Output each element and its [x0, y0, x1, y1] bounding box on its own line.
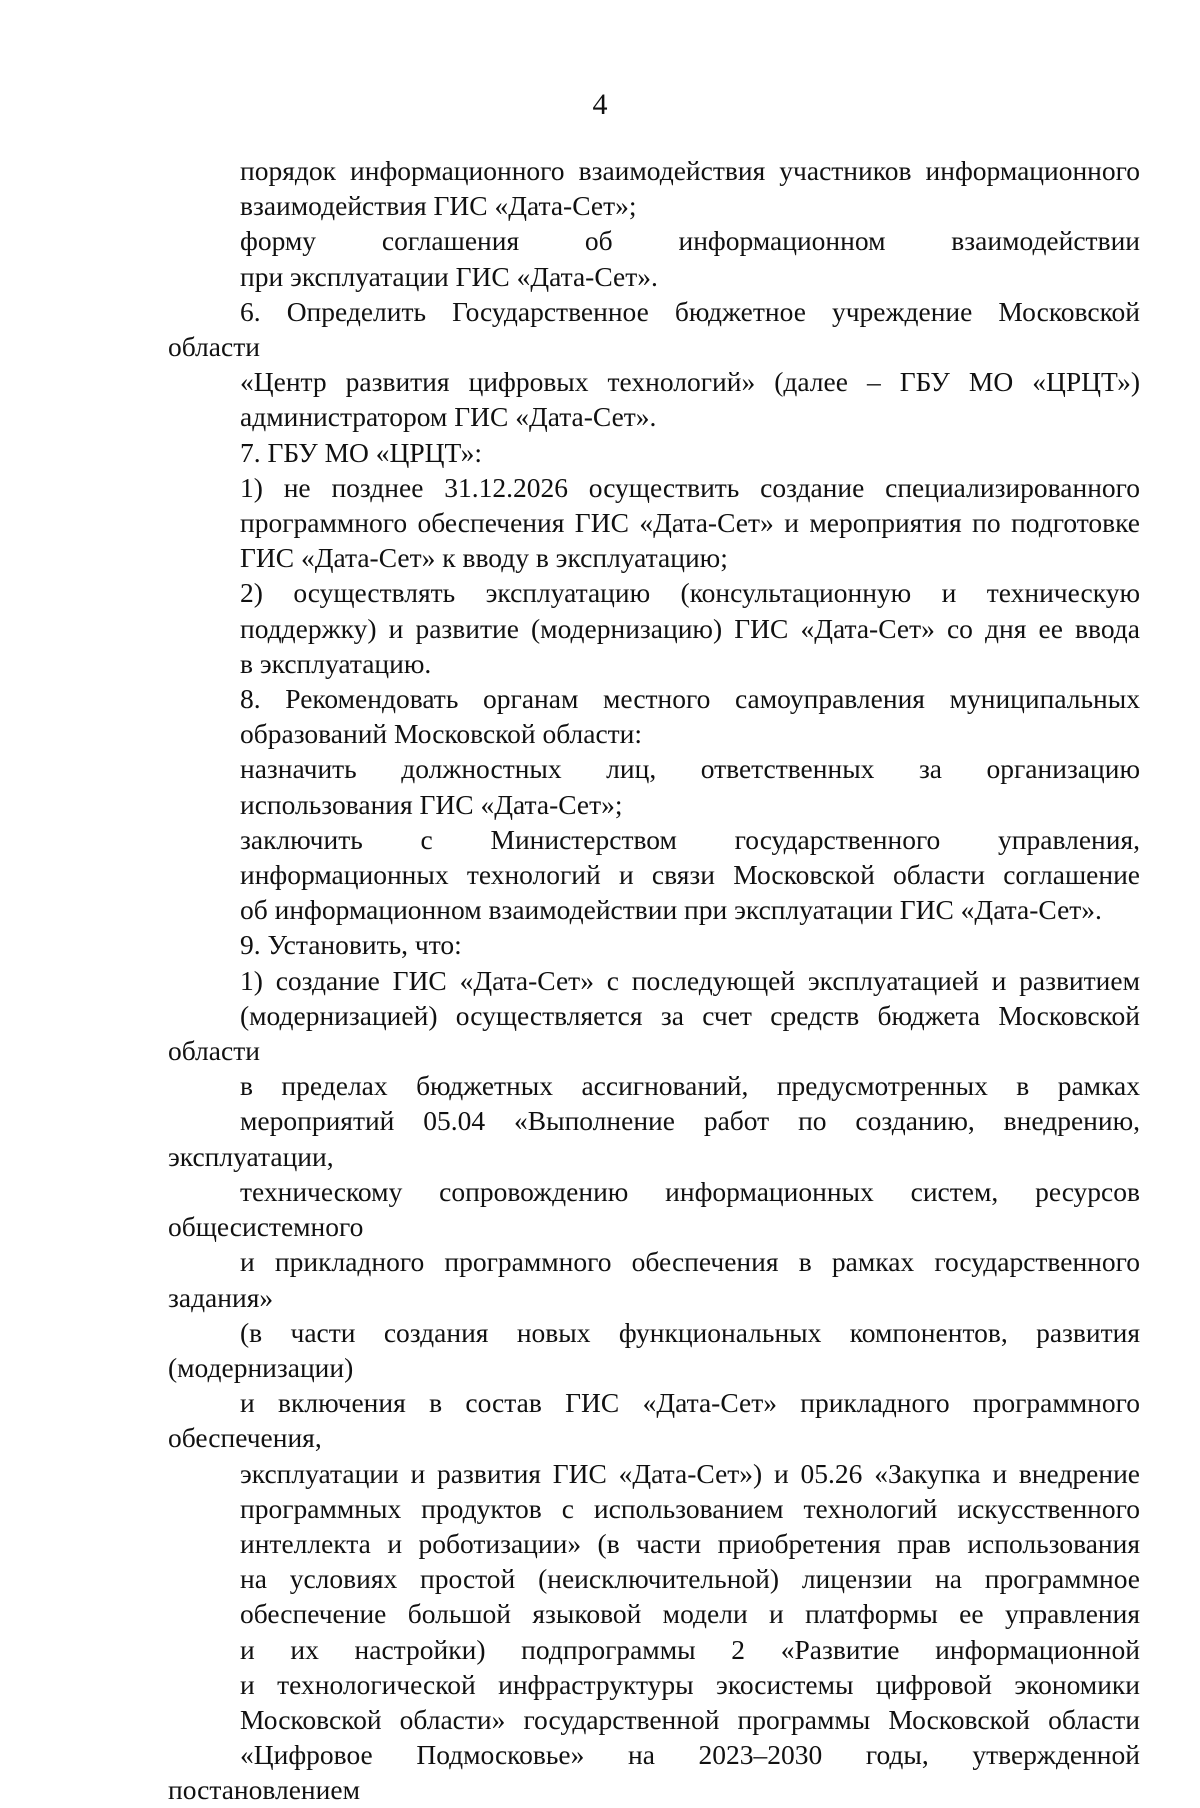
text-line: информационных технологий и связи Московской области соглашение	[240, 859, 1140, 891]
text-line: техническому сопровождению информационных систем, ресурсов общесистемного	[168, 1175, 1140, 1243]
text-line: программных продуктов с использованием технологий искусственного	[240, 1492, 1140, 1524]
text-line: поддержку) и развитие (модернизацию) ГИС «Дата-Сет» со дня ее ввода	[240, 612, 1140, 644]
text-line: мероприятий 05.04 «Выполнение работ по созданию, внедрению, эксплуатации,	[168, 1105, 1140, 1172]
text-line: и их настройки) подпрограммы 2 «Развитие информационной	[240, 1633, 1140, 1665]
paragraph-conclude-agreement	[168, 822, 1140, 928]
text-line: 1) не позднее 31.12.2026 осуществить создание специализированного	[240, 471, 1140, 503]
text-line: взаимодействия ГИС «Дата-Сет»;	[240, 190, 637, 222]
paragraph-agreement-form	[168, 223, 1140, 293]
text-line: в пределах бюджетных ассигнований, предусмотренных в рамках	[240, 1070, 1140, 1102]
text-line: об информационном взаимодействии при эксплуатации ГИС «Дата-Сет».	[240, 894, 1102, 926]
text-line: 9. Установить, что:	[240, 929, 462, 961]
page-number: 4	[592, 88, 608, 121]
text-line: и включения в состав ГИС «Дата-Сет» прикладного программного обеспечения,	[168, 1387, 1140, 1454]
text-line: ГИС «Дата-Сет» к вводу в эксплуатацию;	[240, 542, 728, 574]
text-line: программного обеспечения ГИС «Дата-Сет» и мероприятия по подготовке	[240, 507, 1140, 539]
text-line: образований Московской области:	[240, 718, 643, 750]
text-line: на условиях простой (неисключительной) лицензии на программное	[240, 1563, 1140, 1595]
text-line: заключить с Министерством государственного управления,	[240, 823, 1140, 855]
paragraph-item-7	[168, 435, 1140, 470]
text-line: использования ГИС «Дата-Сет»;	[240, 788, 623, 820]
paragraph-item-9-1	[168, 963, 1140, 1808]
text-line: «Центр развития цифровых технологий» (далее – ГБУ МО «ЦРЦТ»)	[240, 366, 1140, 398]
text-line: «Цифровое Подмосковье» на 2023–2030 годы, утвержденной постановлением	[168, 1739, 1140, 1806]
text-line: и технологической инфраструктуры экосистемы цифровой экономики	[240, 1668, 1140, 1700]
text-line: обеспечение большой языковой модели и платформы ее управления	[240, 1598, 1140, 1630]
text-line: (в части создания новых функциональных компонентов, развития (модернизации)	[168, 1316, 1140, 1383]
text-line: администратором ГИС «Дата-Сет».	[240, 401, 657, 433]
paragraph-item-7-2	[168, 575, 1140, 681]
text-line: Московской области» государственной программы Московской области	[240, 1703, 1140, 1735]
text-line: форму соглашения об информационном взаимодействии	[240, 225, 1140, 257]
text-line: назначить должностных лиц, ответственных за организацию	[240, 753, 1140, 785]
text-line: 8. Рекомендовать органам местного самоуправления муниципальных	[240, 683, 1140, 715]
paragraph-item-6	[168, 294, 1140, 435]
text-line: 2) осуществлять эксплуатацию (консультационную и техническую	[240, 577, 1140, 609]
text-line: (модернизацией) осуществляется за счет средств бюджета Московской области	[168, 999, 1140, 1067]
document-body	[168, 153, 1140, 1808]
text-line: и прикладного программного обеспечения в рамках государственного задания»	[168, 1246, 1140, 1313]
paragraph-interaction-order	[168, 153, 1140, 223]
paragraph-item-7-1	[168, 470, 1140, 576]
text-line: порядок информационного взаимодействия участников информационного	[240, 155, 1140, 186]
text-line: в эксплуатацию.	[240, 647, 432, 679]
paragraph-item-8	[168, 681, 1140, 751]
text-line: 6. Определить Государственное бюджетное учреждение Московской области	[168, 295, 1140, 363]
text-line: при эксплуатации ГИС «Дата-Сет».	[240, 260, 658, 292]
text-line: 1) создание ГИС «Дата-Сет» с последующей эксплуатацией и развитием	[240, 964, 1140, 996]
text-line: эксплуатации и развития ГИС «Дата-Сет») и 05.26 «Закупка и внедрение	[240, 1457, 1140, 1489]
paragraph-item-9	[168, 927, 1140, 962]
paragraph-appoint-officials	[168, 751, 1140, 821]
text-line: интеллекта и роботизации» (в части приобретения прав использования	[240, 1527, 1140, 1559]
text-line: 7. ГБУ МО «ЦРЦТ»:	[240, 436, 482, 468]
